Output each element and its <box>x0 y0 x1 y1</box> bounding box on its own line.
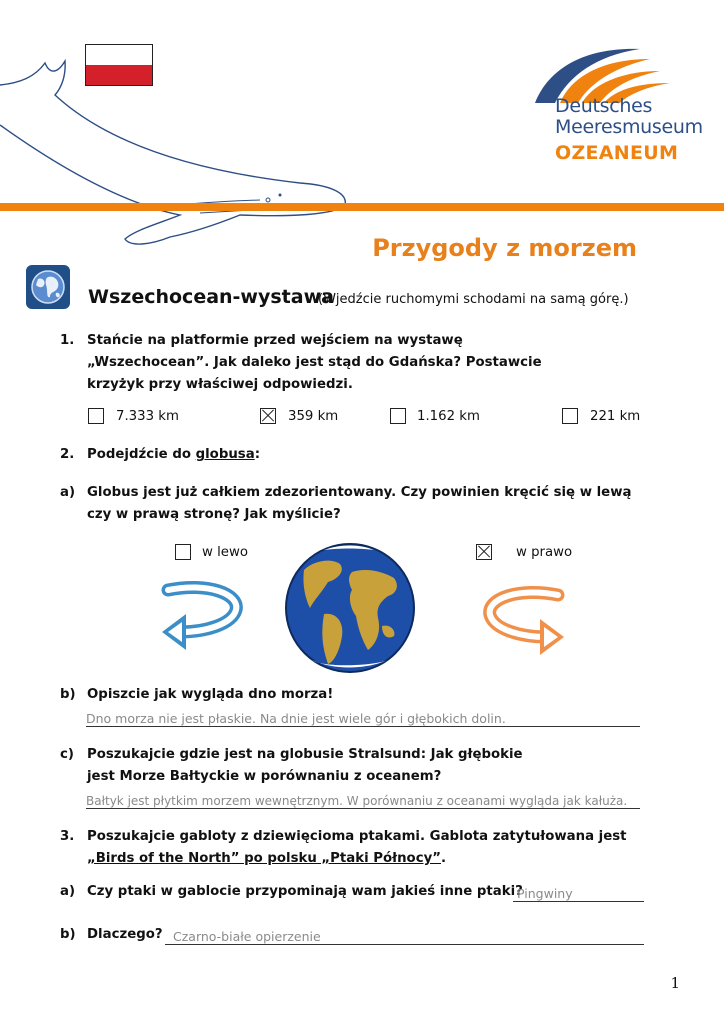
q1-option1-checkbox[interactable] <box>88 408 104 424</box>
q2c-answer: Bałtyk jest płytkim morzem wewnętrznym. W porównaniu z oceanami wygląda jak kałuża. <box>86 794 628 808</box>
q1-number: 1. <box>60 333 75 348</box>
q1-option2-checkbox[interactable] <box>260 408 276 424</box>
rotate-left-arrow-icon <box>158 578 248 658</box>
q3a-answer-field[interactable] <box>513 883 644 902</box>
q3-text: Poszukajcie gabloty z dziewięcioma ptakami. Gablota zatytułowana jest „Birds of the North” po polsku „Ptaki Północy”. <box>87 829 627 866</box>
q3a-number: a) <box>60 884 76 899</box>
right-checkbox[interactable] <box>476 544 492 560</box>
logo-line1: Deutsches <box>555 95 653 117</box>
q2c-number: c) <box>60 747 74 762</box>
q3b-answer-field[interactable] <box>165 926 644 945</box>
q3b-answer: Czarno-białe opierzenie <box>173 929 321 944</box>
q1-option3-label: 1.162 km <box>417 409 480 424</box>
q3a-text: Czy ptaki w gablocie przypominają wam jakieś inne ptaki? <box>87 884 523 899</box>
q1-option4-label: 221 km <box>590 409 641 424</box>
polish-flag <box>85 44 153 86</box>
globe-icon <box>26 265 70 309</box>
whale-illustration <box>0 55 360 255</box>
q2b-text: Opiszcie jak wygląda dno morza! <box>87 687 334 702</box>
page-number: 1 <box>670 974 680 992</box>
q2a-text: Globus jest już całkiem zdezorientowany. Czy powinien kręcić się w lewą czy w prawą stronę? Jak myślicie? <box>87 485 632 522</box>
q1-option4-checkbox[interactable] <box>562 408 578 424</box>
q2b-number: b) <box>60 687 76 702</box>
q3b-number: b) <box>60 927 76 942</box>
right-label: w prawo <box>516 545 573 560</box>
q2c-answer-field[interactable] <box>86 790 640 809</box>
left-label: w lewo <box>202 545 248 560</box>
q3a-answer: Pingwiny <box>517 886 573 901</box>
logo-line3: OZEANEUM <box>555 142 679 164</box>
logo-line2: Meeresmuseum <box>555 116 703 138</box>
q2b-answer: Dno morza nie jest płaskie. Na dnie jest wiele gór i głębokich dolin. <box>86 711 506 726</box>
section-title: Wszechocean-wystawa <box>88 286 334 308</box>
q3b-text: Dlaczego? <box>87 927 163 942</box>
q1-option1-label: 7.333 km <box>116 409 179 424</box>
q2c-text: Poszukajcie gdzie jest na globusie Stralsund: Jak głębokie jest Morze Bałtyckie w porównaniu z oceanem? <box>87 747 523 784</box>
q1-option2-label: 359 km <box>288 409 339 424</box>
orange-divider <box>0 203 724 211</box>
q3-number: 3. <box>60 829 75 844</box>
section-note: (Wjedźcie ruchomymi schodami na samą górę.) <box>318 292 629 307</box>
globe-illustration <box>284 542 416 674</box>
q1-text: Stańcie na platformie przed wejściem na wystawę „Wszechocean”. Jak daleko jest stąd do Gdańska? Postawcie krzyżyk przy właściwej odpowiedzi. <box>87 333 542 392</box>
q2a-number: a) <box>60 485 76 500</box>
rotate-right-arrow-icon <box>478 583 568 663</box>
left-checkbox[interactable] <box>175 544 191 560</box>
q1-option3-checkbox[interactable] <box>390 408 406 424</box>
page-title: Przygody z morzem <box>372 234 637 262</box>
q2b-answer-field[interactable] <box>86 708 640 727</box>
q2-number: 2. <box>60 447 75 462</box>
q2-text: Podejdźcie do globusa: <box>87 447 261 462</box>
